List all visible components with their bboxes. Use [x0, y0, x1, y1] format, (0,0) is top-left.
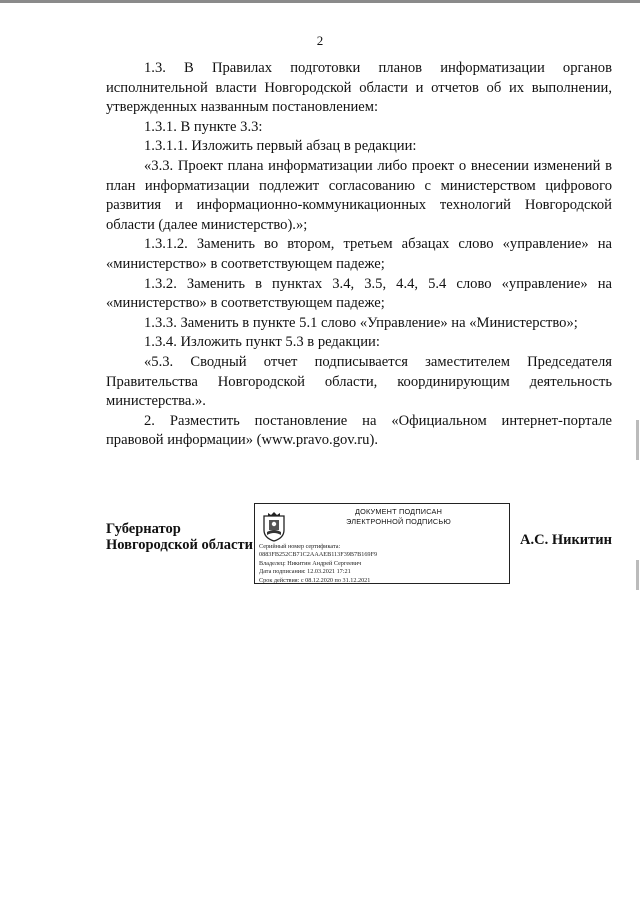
- paragraph-quote-5-3: «5.3. Сводный отчет подписывается заместителем Председателя Правительства Новгородской области, координирующим деятельность министерства.».: [106, 353, 612, 410]
- paragraph-1-3-4: 1.3.4. Изложить пункт 5.3 в редакции:: [144, 334, 380, 351]
- stamp-title: [291, 507, 506, 527]
- electronic-signature-stamp: [254, 503, 510, 584]
- cert-number: 0883FB252CB71C2AAAEB113F39B7B169F9: [259, 551, 378, 559]
- scan-edge-mark: [636, 560, 639, 590]
- cert-validity: Срок действия: с 08.12.2020 по 31.12.2021: [259, 576, 371, 584]
- paragraph-2: 2. Разместить постановление на «Официальном интернет-портале правовой информации» (www.pravo.gov.ru).: [106, 412, 612, 449]
- stamp-title-line-2: ЭЛЕКТРОННОЙ ПОДПИСЬЮ: [346, 517, 451, 526]
- paragraph-1-3-2: 1.3.2. Заменить в пунктах 3.4, 3.5, 4.4, 5.4 слово «управление» на «министерство» в соответствующем падеже;: [106, 275, 612, 312]
- paragraph-1-3-1-2: 1.3.1.2. Заменить во втором, третьем абзацах слово «управление» на «министерство» в соответствующем падеже;: [106, 236, 612, 272]
- signatory-name: А.С. Никитин: [520, 532, 612, 548]
- scan-edge-mark: [636, 420, 639, 460]
- scan-top-edge: [0, 0, 640, 3]
- signature-block: [106, 507, 626, 598]
- signed-date: Дата подписания: 12.03.2021 17:21: [259, 568, 351, 576]
- paragraph-1-3-1-1: 1.3.1.1. Изложить первый абзац в редакции:: [144, 138, 417, 155]
- paragraph-1-3-1: 1.3.1. В пункте 3.3:: [144, 118, 263, 135]
- paragraph-1-3: 1.3. В Правилах подготовки планов информатизации органов исполнительной власти Новгородской области и отчетов об их выполнении, утвержденных названным постановлением:: [106, 60, 612, 116]
- cert-owner: Владелец: Никитин Андрей Сергеевич: [259, 559, 362, 567]
- cert-label: Серийный номер сертификата:: [259, 543, 341, 550]
- position-line-1: Губернатор: [106, 521, 181, 537]
- signatory-position: [106, 521, 253, 553]
- page-number: 2: [316, 33, 324, 48]
- stamp-details: [259, 543, 507, 585]
- document-body: [106, 59, 612, 451]
- stamp-title-line-1: ДОКУМЕНТ ПОДПИСАН: [354, 507, 443, 516]
- position-line-2: Новгородской области: [106, 537, 253, 553]
- coat-of-arms-icon: [260, 510, 288, 542]
- paragraph-1-3-3: 1.3.3. Заменить в пункте 5.1 слово «Управление» на «Министерство»;: [144, 314, 578, 331]
- paragraph-quote-3-3: «3.3. Проект плана информатизации либо проект о внесении изменений в план информатизации подлежит согласованию с министерством цифрового развития и информационно-коммуникационных технологий Новгородской области (далее министерство).»;: [106, 157, 612, 233]
